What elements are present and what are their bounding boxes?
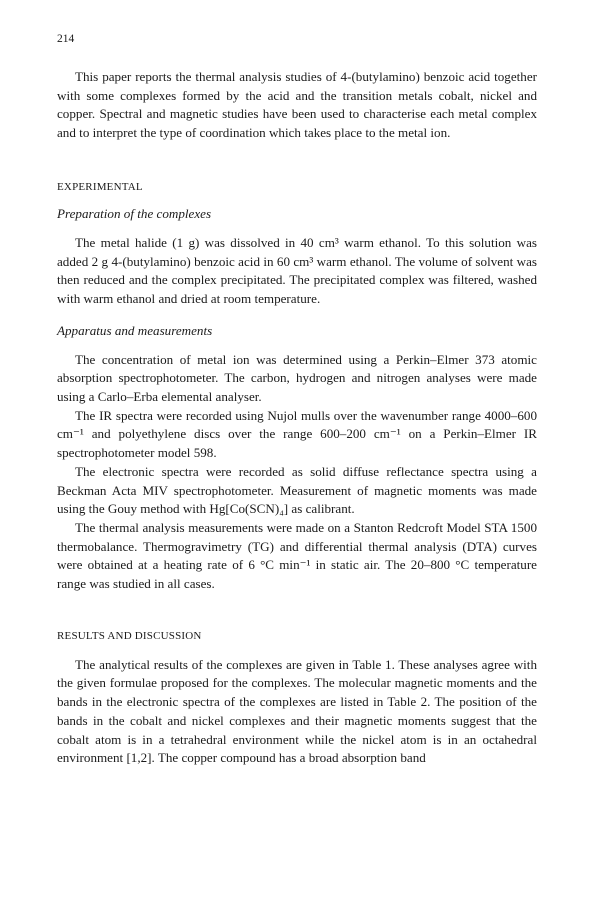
- apparatus-paragraph-2: The IR spectra were recorded using Nujol mulls over the wavenumber range 4000–600 cm⁻¹ and polyethylene discs over the range 600–200 cm⁻¹ on a Perkin–Elmer IR spectrophotometer model 598.: [57, 407, 537, 461]
- apparatus-heading: Apparatus and measurements: [57, 322, 213, 338]
- apparatus-paragraph-1: The concentration of metal ion was determined using a Perkin–Elmer 373 atomic absorption spectrophotometer. The carbon, hydrogen and nitrogen analyses were made using a Carlo–Erba elemental analyser.: [57, 351, 537, 405]
- apparatus-paragraph-4: The thermal analysis measurements were made on a Stanton Redcroft Model STA 1500 thermobalance. Thermogravimetry (TG) and differential thermal analysis (DTA) curves were obtained at a heating rate of 6 °C min⁻¹ in static air. The 20–800 °C temperature range was studied in all cases.: [57, 519, 537, 592]
- experimental-heading: EXPERIMENTAL: [57, 180, 143, 193]
- intro-paragraph: This paper reports the thermal analysis studies of 4-(butylamino) benzoic acid together with some complexes formed by the acid and the transition metals cobalt, nickel and copper. Spectral and magnetic studies have been used to characterise each metal complex and to interpret the type of coordination which takes place to the metal ion.: [57, 69, 537, 141]
- results-paragraph: The analytical results of the complexes are given in Table 1. These analyses agree with the given formulae proposed for the complexes. The molecular magnetic moments and the bands in the electronic spectra of the complexes are listed in Table 2. The position of the bands in the cobalt and nickel complexes and their magnetic moments suggest that the cobalt atom is in a tetrahedral environment while the nickel atom is in an octahedral environment [1,2]. The copper compound has a broad absorption band: [57, 656, 537, 766]
- preparation-paragraph: The metal halide (1 g) was dissolved in 40 cm³ warm ethanol. To this solution was added 2 g 4-(butylamino) benzoic acid in 60 cm³ warm ethanol. The volume of solvent was then reduced and the complex precipitated. The precipitated complex was filtered, washed with warm ethanol and dried at room temperature.: [57, 234, 537, 306]
- preparation-heading: Preparation of the complexes: [57, 205, 212, 221]
- article-body: [57, 68, 537, 768]
- apparatus-paragraph-3: The electronic spectra were recorded as solid diffuse reflectance spectra using a Beckman Acta MIV spectrophotometer. Measurement of magnetic moments was made using the Gouy method with Hg[Co(SCN)₄] as calibrant.: [57, 463, 537, 517]
- results-heading: RESULTS AND DISCUSSION: [57, 629, 202, 642]
- page-number: 214: [57, 33, 75, 45]
